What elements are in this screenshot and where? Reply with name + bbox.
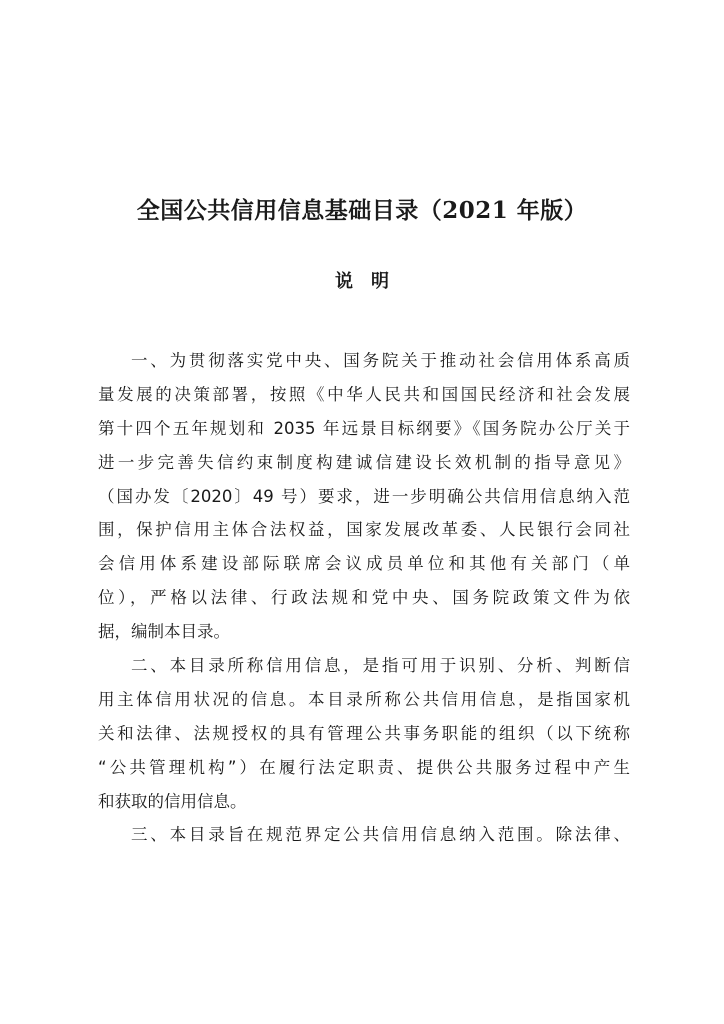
paragraph-1-line-1: 一、为贯彻落实党中央、国务院关于推动社会信用体系高质 [131, 351, 630, 370]
paragraph-3-line-1: 三、本目录旨在规范界定公共信用信息纳入范围。除法律、 [131, 825, 630, 845]
paragraph-2-line-4: “公共管理机构”）在履行法定职责、提供公共服务过程中产生 [98, 757, 630, 777]
paragraph-2-line-3: 关和法律、法规授权的具有管理公共事务职能的组织（以下统称 [98, 723, 630, 743]
document-title: 全国公共信用信息基础目录（2021 年版） [136, 197, 588, 224]
paragraph-1-line-4: 进一步完善失信约束制度构建诚信建设长效机制的指导意见》 [98, 452, 630, 472]
paragraph-1-line-3: 第十四个五年规划和 2035 年远景目标纲要》《国务院办公厅关于 [98, 418, 630, 438]
paragraph-2-line-5: 和获取的信用信息。 [98, 791, 247, 811]
paragraph-2-line-1: 二、本目录所称信用信息，是指可用于识别、分析、判断信 [131, 656, 630, 676]
body-text [98, 344, 630, 852]
paragraph-1-line-8: 位），严格以法律、行政法规和党中央、国务院政策文件为依 [98, 588, 630, 608]
paragraph-1-line-6: 围，保护信用主体合法权益，国家发展改革委、人民银行会同社 [98, 520, 630, 540]
paragraph-2-line-2: 用主体信用状况的信息。本目录所称公共信用信息，是指国家机 [98, 689, 630, 709]
paragraph-1-line-7: 会信用体系建设部际联席会议成员单位和其他有关部门（单 [98, 554, 630, 574]
paragraph-1-line-9: 据，编制本目录。 [98, 622, 230, 642]
section-heading: 说明 [335, 271, 407, 292]
paragraph-1-line-2: 量发展的决策部署，按照《中华人民共和国国民经济和社会发展 [98, 384, 630, 404]
paragraph-1-line-5: （国办发〔2020〕49 号）要求，进一步明确公共信用信息纳入范 [98, 486, 630, 506]
